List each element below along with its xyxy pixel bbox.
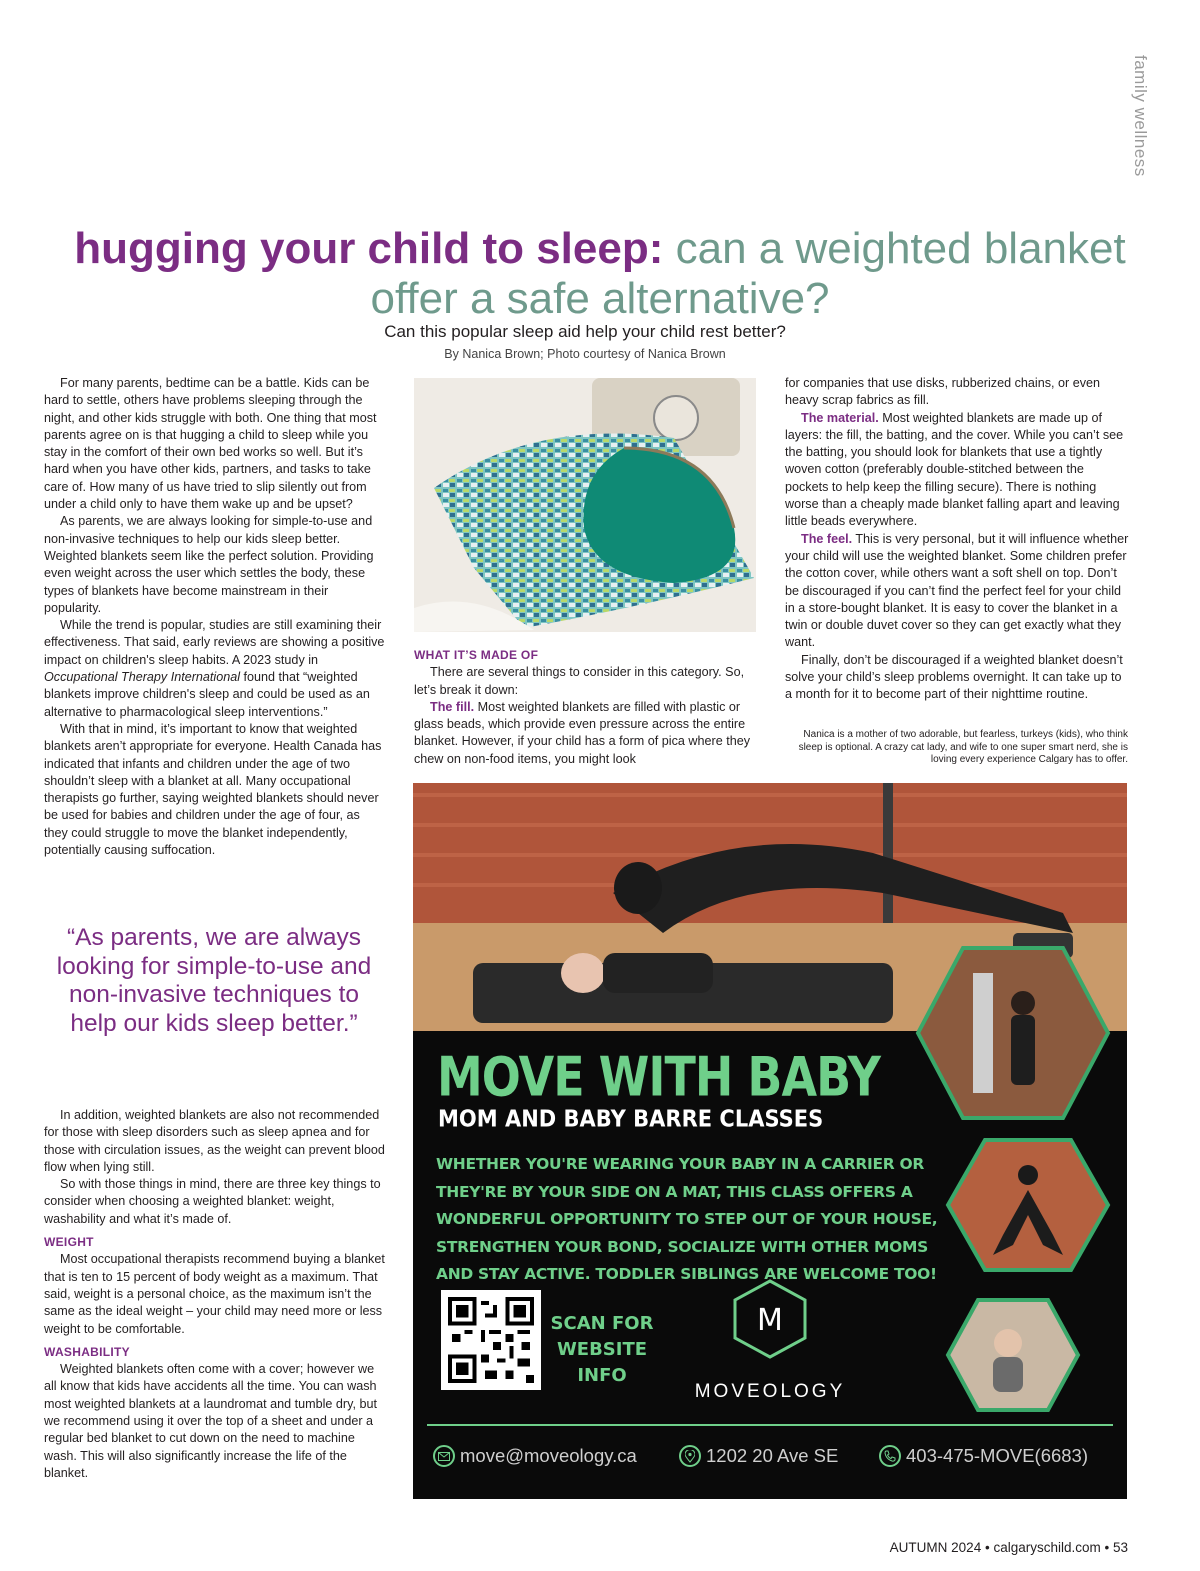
ad-divider [427, 1424, 1113, 1426]
paragraph: So with those things in mind, there are three key things to consider when choosing a weighted blanket: weight, washability and what it’s made of. [44, 1177, 381, 1226]
ad-email[interactable] [433, 1445, 637, 1467]
text-run: This is very personal, but it will influence whether your child will use the weighted blanket. Some children prefer the cotton cover, while others want a soft shell on top. Don’t be discouraged if you can’t find the perfect feel for your child in a store-bought blanket. It is easy to cover the blanket in a twin or double duvet cover so they can get exactly what they want. [785, 531, 1129, 650]
paragraph: There are several things to consider in this category. So, let’s break it down: [414, 665, 745, 697]
subhead-weight: WEIGHT [44, 1235, 94, 1250]
logo-letter: M [757, 1303, 783, 1338]
text-run: found that “weighted blankets improve children's sleep and could be used as an alternative to pharmacological sleep interventions.” [44, 670, 370, 719]
subhead-made-of: WHAT IT’S MADE OF [414, 648, 539, 662]
column-2 [414, 647, 754, 768]
qr-code[interactable] [441, 1290, 541, 1390]
email-text: move@moveology.ca [460, 1445, 637, 1466]
paragraph [414, 699, 754, 768]
runin-fill: The fill. [430, 699, 475, 714]
byline: By Nanica Brown; Photo courtesy of Nanica Brown [444, 347, 726, 361]
hex-photo-carrier [913, 943, 1113, 1123]
column-1-continued [44, 1107, 386, 1482]
journal-title: Occupational Therapy International [44, 670, 241, 685]
scan-label: SCAN FOR WEBSITE INFO [550, 1313, 654, 1386]
pull-quote: “As parents, we are always looking for simple-to-use and non-invasive techniques to help our kids sleep better.” [56, 924, 372, 1037]
advertisement[interactable] [413, 783, 1127, 1499]
location-pin-icon [679, 1445, 701, 1467]
text-run: While the trend is popular, studies are still examining their effectiveness. That said, early reviews are showing a positive impact on children's sleep habits. A 2023 study in [44, 618, 385, 667]
paragraph [785, 531, 1129, 652]
paragraph: In addition, weighted blankets are also not recommended for those with sleep disorders such as sleep apnea and for those with circulation issues, as the weight can prevent blood flow when lying still. [44, 1108, 385, 1174]
phone-text: 403-475-MOVE(6683) [906, 1445, 1089, 1466]
column-3 [785, 375, 1129, 704]
runin-feel: The feel. [801, 531, 853, 546]
page-number: 53 [1112, 1540, 1128, 1555]
deck: Can this popular sleep aid help your child rest better? [384, 322, 786, 341]
hex-photo-squat [943, 1135, 1113, 1275]
footer-issue: AUTUMN 2024 [889, 1540, 982, 1555]
headline-lead: hugging your child to sleep: [74, 224, 664, 273]
ad-brand: MOVEOLOGY [694, 1381, 846, 1402]
paragraph: Most occupational therapists recommend buying a blanket that is ten to 15 percent of body weight as a maximum. That said, weight is a personal choice, as the maximum isn’t the same as the ideal weight – your child may need more or less weight to be comfortable. [44, 1252, 385, 1336]
paragraph: for companies that use disks, rubberized chains, or even heavy scrap fabrics as fill. [785, 376, 1101, 408]
paragraph [44, 617, 386, 721]
column-1 [44, 375, 386, 859]
ad-body: WHETHER YOU'RE WEARING YOUR BABY IN A CARRIER OR THEY'RE BY YOUR SIDE ON A MAT, THIS CLASS OFFERS A WONDERFUL OPPORTUNITY TO STEP OUT OF YOUR HOUSE, STRENGTHEN YOUR BOND, SOCIALIZE WITH OTHER MOMS AND STAY ACTIVE. TODDLER SIBLINGS ARE WELCOME TOO! [436, 1155, 938, 1283]
headline [40, 224, 1160, 324]
mail-icon [433, 1445, 455, 1467]
section-label: family wellness [1131, 55, 1150, 177]
ad-address [679, 1445, 838, 1467]
hex-photo-toddler [943, 1295, 1083, 1415]
subhead-washability: WASHABILITY [44, 1344, 130, 1359]
blanket-illustration [414, 378, 756, 632]
paragraph: Finally, don’t be discouraged if a weighted blanket doesn’t solve your child’s sleep problems overnight. It can take up to a month for it to become part of their nighttime routine. [785, 652, 1123, 702]
runin-material: The material. [801, 410, 879, 425]
phone-icon [879, 1445, 901, 1467]
page-footer: AUTUMN 2024 • calgaryschild.com • 53 [889, 1540, 1128, 1555]
moveology-logo-icon [731, 1278, 809, 1360]
paragraph: With that in mind, it’s important to know that weighted blankets aren’t appropriate for everyone. Health Canada has indicated that infants and children under the age of two shouldn’t sleep with a blanket at all. Many occupational therapists go further, saying weighted blankets should never be used for babies and children under the age of four, as they could struggle to move the blanket independently, potentially causing suffocation. [44, 721, 382, 858]
paragraph: Weighted blankets often come with a cover; however we all know that kids have accidents all the time. You can wash most weighted blankets at a laundromat and tumble dry, but we recommend using it over the top of a sheet and under a regular bed blanket to cut down on the need to machine wash. This will also significantly increase the life of the blanket. [44, 1362, 377, 1480]
paragraph: As parents, we are always looking for simple-to-use and non-invasive techniques to help our kids sleep better. Weighted blankets seem like the perfect solution. Providing even weight across the user which settles the body, these types of blankets have become mainstream in their popularity. [44, 514, 374, 615]
ad-phone[interactable] [879, 1445, 1088, 1467]
headline-rest: can a weighted blanket offer a safe alternative? [370, 224, 1126, 323]
ad-title: MOVE WITH BABY [437, 1045, 880, 1109]
paragraph [785, 410, 1129, 531]
footer-site[interactable]: calgaryschild.com [993, 1540, 1101, 1555]
address-text: 1202 20 Ave SE [706, 1445, 839, 1466]
qr-code-graphic [448, 1297, 534, 1383]
blanket-photo [414, 378, 756, 632]
text-run: Most weighted blankets are filled with plastic or glass beads, which provide even pressure across the entire blanket. However, if your child has a form of pica where they chew on non-food items, you might look [414, 699, 750, 766]
text-run: Most weighted blankets are made up of layers: the fill, the batting, and the cover. While you can’t see the batting, you should look for blankets that use a tightly woven cotton (preferably double-stitched between the pockets to help keep the filling secure). There is nothing worse than a cheaply made blanket falling apart and leaving little beads everywhere. [785, 410, 1124, 529]
author-bio: Nanica is a mother of two adorable, but fearless, turkeys (kids), who think sleep is optional. A crazy cat lady, and wife to one super smart nerd, she is loving every experience Calgary has to offer. [798, 729, 1128, 765]
paragraph: For many parents, bedtime can be a battle. Kids can be hard to settle, others have problems sleeping through the night, and other kids struggle with both. One thing that most parents agree on is that hugging a child to sleep while you stay in the comfort of their own bed works so well. But it’s hard when you have other kids, partners, and tasks to take care of. How many of us have tried to slip silently out from under a child only to have them wake up and be upset? [44, 376, 377, 512]
ad-subtitle: MOM AND BABY BARRE CLASSES [438, 1105, 824, 1132]
